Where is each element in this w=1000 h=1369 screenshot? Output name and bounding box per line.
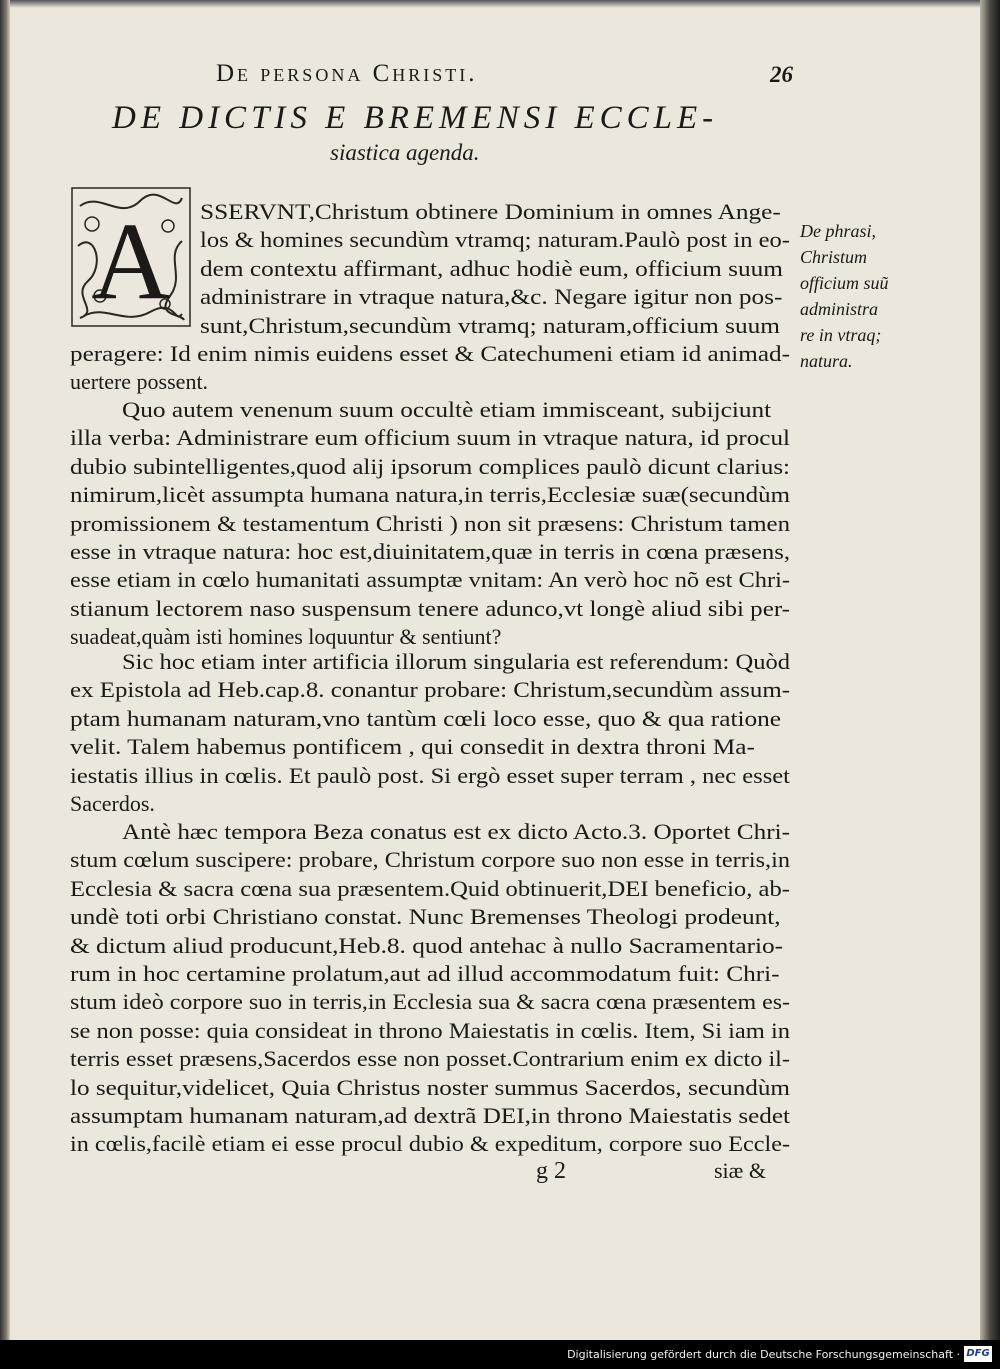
text-line: administrare in vtraque natura,&c. Negare igitur non pos- [200, 284, 783, 309]
page-right-edge [980, 0, 1000, 1340]
catchword: siæ & [714, 1158, 766, 1183]
footer-credit: Digitalisierung gefördert durch die Deutsche Forschungsgemeinschaft · [567, 1348, 960, 1361]
text-line: uertere possent. [70, 369, 209, 394]
text-line: Quo autem venenum suum occultè etiam immisceant, subijciunt [122, 397, 772, 422]
digitization-footer [0, 1340, 1000, 1369]
text-line: suadeat,quàm isti homines loquuntur & sentiunt? [70, 624, 502, 649]
margin-note-line: Christum [800, 247, 868, 267]
page-left-edge [0, 0, 10, 1340]
margin-note-line: De phrasi, [800, 221, 876, 241]
text-line: esse etiam in cœlo humanitati assumptæ vnitam: An verò hoc nõ est Chri- [70, 567, 790, 592]
section-subheading: siastica agenda. [330, 140, 480, 165]
text-line: ex Epistola ad Heb.cap.8. conantur probare: Christum,secundùm assum- [70, 677, 790, 702]
text-line: Sic hoc etiam inter artificia illorum singularia est referendum: Quòd [122, 649, 790, 674]
text-line: terris esset præsens,Sacerdos esse non posset.Contrarium enim ex dicto il- [70, 1046, 790, 1071]
text-line: illa verba: Administrare eum officium suum in vtraque natura, id procul [70, 425, 791, 450]
text-line: velit. Talem habemus pontificem , qui consedit in dextra throni Ma- [70, 734, 755, 759]
margin-note-line: re in vtraq; [800, 325, 882, 345]
text-line: Sacerdos. [70, 791, 155, 816]
text-line: los & homines secundùm vtramq; naturam.Paulò post in eo- [200, 227, 790, 252]
text-line: lo sequitur,videlicet, Quia Christus noster summus Sacerdos, secundùm [70, 1075, 790, 1100]
dfg-logo: DFG [964, 1346, 992, 1362]
text-line: iestatis illius in cœlis. Et paulò post. Si ergò esset super terram , nec esset [70, 763, 790, 788]
text-line: peragere: Id enim nimis euidens esset & Catechumeni etiam id animad- [70, 341, 790, 366]
margin-note-line: natura. [800, 351, 853, 371]
text-line: nimirum,licèt assumpta humana natura,in terris,Ecclesiæ suæ(secundùm [70, 482, 790, 507]
running-title: De persona Christi. [216, 60, 478, 87]
page-top-edge [0, 0, 1000, 8]
text-line: Antè hæc tempora Beza conatus est ex dicto Acto.3. Oportet Chri- [122, 819, 790, 844]
decorated-initial [70, 186, 192, 328]
signature-mark: g 2 [536, 1158, 566, 1184]
running-head [0, 60, 1000, 100]
text-line: dem contextu affirmant, adhuc hodiè eum, officium suum [200, 256, 783, 281]
page-number: 26 [770, 62, 793, 87]
text-line: esse in vtraque natura: hoc est,diuinitatem,quæ in terris in cœna præsens, [70, 539, 790, 564]
text-line: undè toti orbi Christiano constat. Nunc Bremenses Theologi prodeunt, [70, 904, 781, 929]
text-line: se non posse: quia consideat in throno Maiestatis in cœlis. Item, Si iam in [70, 1018, 790, 1043]
margin-note-line: administra [800, 299, 879, 319]
text-line: assumptam humanam naturam,ad dextrã DEI,in throno Maiestatis sedet [70, 1103, 790, 1128]
margin-note [800, 218, 912, 374]
decorated-initial-ornament-icon [70, 186, 192, 328]
text-line: SSERVNT,Christum obtinere Dominium in omnes Ange- [200, 199, 781, 224]
section-heading: DE DICTIS E BREMENSI ECCLE- [112, 100, 719, 136]
text-line: & dictum aliud producunt,Heb.8. quod antehac à nullo Sacramentario- [70, 933, 784, 958]
text-line: stum cœlum suscipere: probare, Christum corpore suo non esse in terris,in [70, 847, 790, 872]
text-line: dubio subintelligentes,quod alij ipsorum complices paulò dicunt clarius: [70, 454, 790, 479]
margin-note-line: officium suũ [800, 273, 889, 293]
text-line: ptam humanam naturam,vno tantùm cœli loco esse, quo & qua ratione [70, 706, 782, 731]
text-line: in cœlis,facilè etiam ei esse procul dubio & expeditum, corpore suo Eccle- [70, 1131, 790, 1156]
text-line: rum in hoc certamine prolatum,aut ad illud accommodatum fuit: Chri- [70, 961, 780, 986]
text-line: promissionem & testamentum Christi ) non sit præsens: Christum tamen [70, 511, 790, 536]
text-line: Ecclesia & sacra cœna sua præsentem.Quid obtinuerit,DEI beneficio, ab- [70, 876, 790, 901]
initial-letter: A [91, 200, 171, 322]
text-line: stianum lectorem naso suspensum tenere adunco,vt longè aliud sibi per- [70, 596, 790, 621]
text-line: stum ideò corpore suo in terris,in Ecclesia sua & sacra cœna præsentem es- [70, 989, 790, 1014]
text-line: sunt,Christum,secundùm vtramq; naturam,officium suum [200, 313, 780, 338]
